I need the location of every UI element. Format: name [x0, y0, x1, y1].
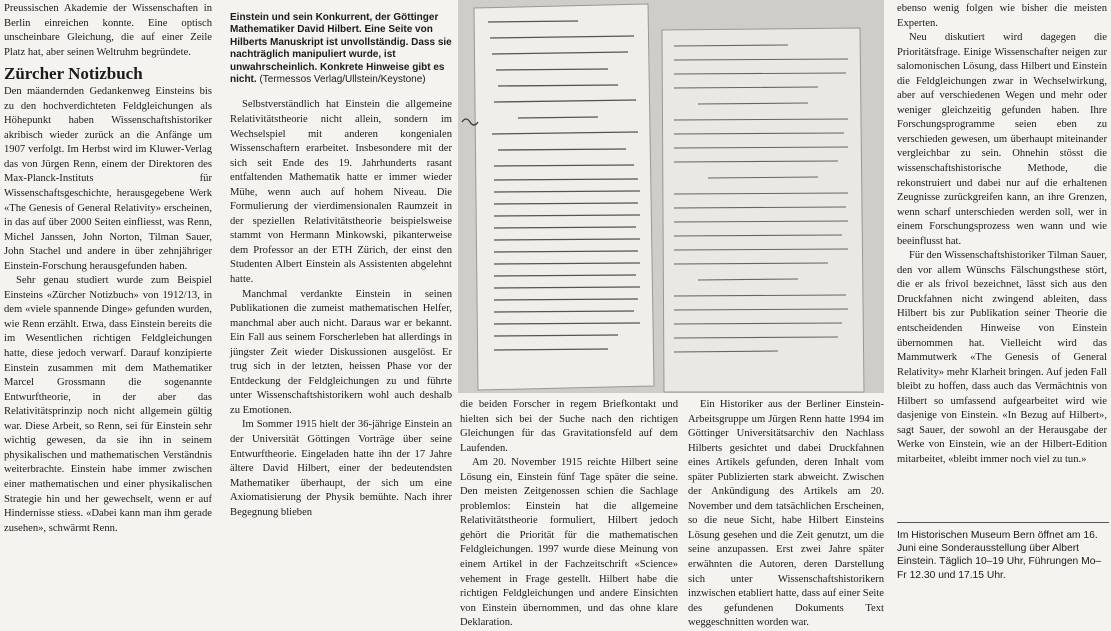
info-text: Im Historischen Museum Bern öffnet am 16. Juni eine Sonderausstellung über Albert Einstein. Täglich 10–19 Uhr, Führungen Mo–Fr 12.30 und 17.15 Uhr.: [897, 530, 1102, 581]
paragraph: Den mäandernden Gedankenweg Einsteins bis zu den hochverdichteten Feldgleichungen als Höhepunkt haben Wissenschaftshistoriker akribisch wieder zurück an die Anfänge um 1907 verfolgt. Im Herbst wird im Kluwer-Verlag das von Jürgen Renn, einem der Direktoren des Max-Planck-Instituts für Wissenschaftsgeschichte, herausgegebene Werk «The Genesis of General Relativity» erscheinen, in das auf über 2000 Seiten einfliesst, was Renn, Michel Janssen, John Norton, Tilman Sauer, John Stachel und andere in über zehnjähriger Einstein-Forschung herausgefunden haben.: [4, 86, 212, 272]
manuscript-photo-icon: [458, 0, 884, 393]
article-column-5: [897, 2, 1107, 468]
section-heading: Zürcher Notizbuch: [4, 64, 143, 84]
article-column-3: [460, 398, 678, 631]
column-lead-text: Preussischen Akademie der Wissenschaften in Berlin einreichen konnte. Eine optisch unscheinbare Gleichung, die auf einer Zeile Platz hat, aber seinen Weltruhm begründete.: [4, 3, 212, 58]
paragraph: Manchmal verdankte Einstein in seinen Publikationen die zumeist mathematischen Helfer, manchmal aber auch nicht. Daraus war er bekannt. Ein Fall aus seinem Forscherleben hat allerdings in jüngster Zeit wieder Diskussionen ausgelöst. Er trug sich in der letzten, heissen Phase vor der Entdeckung der Feldgleichungen zu und führte unter Wissenschaftshistorikern wohl auch deshalb zu Emotionen.: [230, 288, 452, 416]
column-lead-text: ebenso wenig folgen wie bisher die meisten Experten.: [897, 3, 1107, 29]
article-column-2: [230, 12, 452, 520]
manuscript-page-right: [662, 28, 864, 392]
paragraph: Ein Historiker aus der Berliner Einstein-Arbeitsgruppe um Jürgen Renn hatte 1994 im Göttinger Universitätsarchiv den Nachlass Hilberts gesichtet und dabei Druckfahnen eines Artikels gefunden, deren Inhalt vom später Publizierten stark abweicht. Zwischen der Ankündigung des Artikels am 20. November und dem tatsächlichen Erscheinen, so die neue Sicht, habe Hilbert Einsteins Lösung gesehen und die Zeit genutzt, um die seine anzupassen. Erst zwei Jahre später erwähnten die Autoren, deren Darstellung sich unter Wissenschaftshistorikern inzwischen etabliert hatte, dass auf einer Seite des gefundenen Dokuments Text weggeschnitten worden war.: [688, 399, 884, 629]
paragraph: Für den Wissenschaftshistoriker Tilman Sauer, den vor allem Wünschs Fälschungsthese stört, die er als frivol bezeichnet, lässt sich aus den Druckfahnen nicht zwingend ableiten, dass Hilbert bis zur Publikation seiner Theorie die entscheidenden Hinweise von Einstein übernommen hat. Vielleicht wird das Mammutwerk «The Genesis of General Relativity» mehr Klarheit bringen. Auf jeden Fall bleibt zu hoffen, dass auch das Vermächtnis von Hilbert so umfassend aufgearbeitet wird wie dasjenige von Einstein. «In Bezug auf Hilbert», sagt Sauer, der sowohl an der Herausgabe der Werke von Einstein, wie an der Hilbert-Edition mitarbeitet, «bleibt immer noch viel zu tun.»: [897, 250, 1107, 465]
photo-caption: [230, 12, 452, 86]
caption-credit: (Termessos Verlag/Ullstein/Keystone): [259, 74, 426, 86]
paragraph: Am 20. November 1915 reichte Hilbert seine Lösung ein, Einstein fünf Tage später die seine. Den meisten Zeitgenossen schien die Sachlage problemlos: Einstein hat die allgemeine Relativitätstheorie formuliert, Hilbert jedoch gehört die Priorität für die mathematischen Feldgleichungen. 1997 wurde diese Meinung von einem Artikel in der Fachzeitschrift «Science» vehement in Frage gestellt. Hilbert habe die richtigen Feldgleichungen und andere Einsichten von Einstein übernommen, und das ohne klare Deklaration.: [460, 457, 678, 629]
paragraph: die beiden Forscher in regem Briefkontakt und hielten sich bei der Suche nach den richtigen Gleichungen für das Gravitationsfeld auf dem Laufenden.: [460, 399, 678, 454]
paragraph: Im Sommer 1915 hielt der 36-jährige Einstein an der Universität Göttingen Vorträge über seine Entwurftheorie. Eingeladen hatte ihn der 17 Jahre ältere David Hilbert, einer der bedeutendsten Mathematiker überhaupt, der sich um eine Axiomatisierung der Physik bemühte. Nach ihrer Begegnung blieben: [230, 419, 452, 518]
manuscript-photo: [458, 0, 884, 393]
paragraph: Neu diskutiert wird dagegen die Prioritätsfrage. Einige Wissenschafter neigen zur salomonischen Lösung, dass Hilbert und Einstein die Feldgleichungen zwar in Wechselwirkung, aber auf verschiedenen Wegen und mehr oder weniger gleichzeitig gefunden haben. Ihre Forschungsprogramme seien eben zu verschieden gewesen, um überhaupt miteinander vergleichbar zu sein. Ohnehin stösst die wissenschaftshistorische Methode, die rekonstruiert und dabei nur auf die erhaltenen Zeugnisse zurückgreifen kann, an ihre Grenzen, wenn scharf unterschieden werden soll, wer in einem Forschungsprozess wen wann und wie beeinflusst hat.: [897, 32, 1107, 247]
article-column-4: [688, 398, 884, 631]
caption-text: Einstein und sein Konkurrent, der Göttinger Mathematiker David Hilbert. Eine Seite von Hilberts Manuskript ist unvollständig. Dass sie nachträglich manipuliert wurde, ist unwahrscheinlich. Konkrete Hinweise gibt es nicht.: [230, 12, 452, 86]
exhibition-info-box: [897, 522, 1109, 582]
article-column-1: [4, 2, 212, 536]
paragraph: Sehr genau studiert wurde zum Beispiel Einsteins «Zürcher Notizbuch» von 1912/13, in dem «viele spannende Dinge» gefunden wurden, wie Renn erzählt. Etwa, dass Einstein bereits die im Wesentlichen richtigen Feldgleichungen hatte, diese jedoch verwarf. Darauf konzipierte Einstein zusammen mit dem Mathematiker Marcel Grossmann die sogenannte Entwurftheorie, in der aber das Relativitätsprinzip noch nicht allgemein gültig war. Diese Arbeit, so Renn, sei für Einstein sehr wichtig gewesen, da sie ihn in seinem physikalischen und mathematischen Verständnis weiterbrachte. Einstein habe immer zwischen einer mathematischen und einer physikalischen Strategie hin und her gewechselt, wenn er auf Hindernisse stiess. «Dabei kann man ihm gerade zusehen», schwärmt Renn.: [4, 275, 212, 534]
paragraph: Selbstverständlich hat Einstein die allgemeine Relativitätstheorie nicht allein, sondern im Wechselspiel mit anderen kongenialen Wissenschaftern erarbeitet. Insbesondere mit der sich seit Ende des 19. Jahrhunderts rasant entfaltenden Mathematik hatte er immer wieder Mühe, wenn auch auf hohem Niveau. Die Formulierung der vierdimensionalen Raumzeit in der speziellen Relativitätstheorie beispielsweise stammt von Hermann Minkowski, pikanterweise dem Professor an der ETH Zürich, der einst den Studenten Albert Einstein als Assistenten abgelehnt hatte.: [230, 99, 452, 285]
manuscript-page-left: [462, 4, 654, 390]
